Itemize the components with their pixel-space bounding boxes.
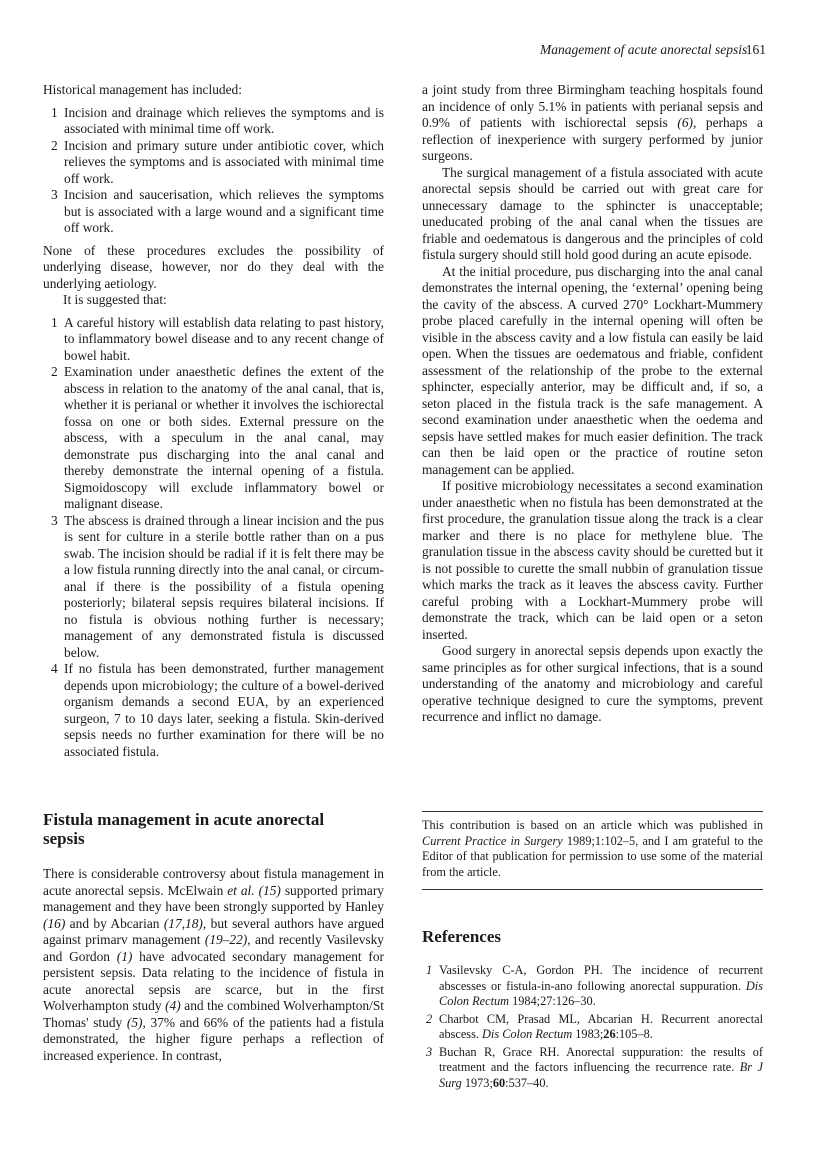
list-item-number: 1 xyxy=(51,104,58,120)
suggested-list xyxy=(43,315,384,761)
list-item-text: If no fistula has been demonstrated, further management depends upon microbiology; the culture of a bowel-derived organism demands a second EUA, by an experienced surgeon, 7 to 10 days later, seeking a fistula. Skin-derived sepsis needs no further examination for there will be no associated fistula. xyxy=(64,661,384,759)
text-segment: (19–22) xyxy=(204,932,248,947)
text-segment: There is considerable controversy about fistula management in acute anorectal sepsis. McElwain xyxy=(43,866,384,898)
list-item-text: Incision and primary suture under antibiotic cover, which relieves the symptoms and is associated with minimal time off work. xyxy=(64,137,384,186)
list-item-text: Incision and drainage which relieves the symptoms and is associated with minimal time off work. xyxy=(64,104,384,136)
list-item-text: Incision and saucerisation, which relieves the symptoms but is associated with a large wound and a significant time off work. xyxy=(64,187,384,235)
text-segment: Current Practice in Surgery xyxy=(422,833,563,848)
section-heading: Fistula management in acute anorectal sepsis xyxy=(43,810,325,848)
text-segment: Dis Colon Rectum xyxy=(439,978,763,1008)
text-segment: have advocated secondary management for persistent sepsis. Data relating to the incidence of fistula in acute anorectal sepsis are scarce, but in the first Wolverhampton study xyxy=(43,948,384,1013)
paragraph-positive: If positive microbiology necessitates a second examination under anaesthetic when no fistula has been demonstrated at the first procedure, the granulation tissue along the track is a clear marker and there is no place for methylene blue. The granulation tissue in the abscess cavity should be curetted but it is not possible to curette the small nubbin of granulation tissue which marks the track as it leaves the abscess cavity. Further careful probing with a Lockhart-Mummery probe will demonstrate the track, which can be laid open or a seton inserted. xyxy=(422,478,763,642)
text-segment: 1989;1:102–5, and I am grateful to the Editor of that publication for permission to use some of the material from the article. xyxy=(422,833,763,879)
list-item-number: 3 xyxy=(51,512,58,528)
text-segment: (16) xyxy=(43,915,66,931)
text-segment: :537–40. xyxy=(505,1075,549,1090)
footnote xyxy=(422,818,763,880)
text-segment: , and recently Vasilevsky and Gordon xyxy=(43,932,384,964)
history-list xyxy=(43,105,384,237)
list-item-number: 2 xyxy=(51,137,58,153)
list-item-number: 4 xyxy=(51,661,58,676)
reference-number: 1 xyxy=(426,963,433,977)
footnote-rule-bottom xyxy=(422,889,763,890)
list-item-number: 3 xyxy=(51,187,58,202)
text-segment: :105–8. xyxy=(615,1027,653,1041)
list-item xyxy=(43,105,384,138)
list-item xyxy=(43,513,384,662)
references-list xyxy=(422,963,763,1093)
page-number: 161 xyxy=(745,42,766,57)
list-item-number: 2 xyxy=(51,364,58,379)
running-title: Management of acute anorectal sepsis xyxy=(540,42,748,57)
text-segment: Charbot CM, Prasad ML, Abcarian H. Recurrent anorectal abscess. xyxy=(439,1011,763,1041)
left-column xyxy=(43,82,384,766)
section-heading-block xyxy=(43,810,363,848)
list-item-text: Examination under anaesthetic defines the extent of the abscess in relation to the anatomy of the anal canal, that is, whether it is perianal or whether it involves the ischiorectal fossa on one or both sides. External pressure on the abscess, with a speculum in the anal canal, may demonstrate pus discharging into the anal canal and thereby demonstrate the internal opening of a fistula. Sigmoidoscopy will exclude inflammatory bowel or malignant disease. xyxy=(64,364,384,511)
text-segment: Vasilevsky C-A, Gordon PH. The incidence of recurrent abscesses or fistula-in-ano following anorectal suppuration. xyxy=(439,963,763,993)
right-column xyxy=(422,82,763,726)
references-heading: References xyxy=(422,927,501,946)
text-segment: 1984;27:126–30. xyxy=(509,994,596,1008)
paragraph-initial: At the initial procedure, pus discharging into the anal canal demonstrates the internal opening, the ‘external’ opening being the cavity of the abscess. A curved 270° Lockhart-Mummery probe placed carefully in the internal opening will often be visible in the abscess cavity and a low fistula can easily be laid open. When the tissues are oedematous and friable, confident assessment of the relationship of the probe to the external sphincter, especially anterior, may be difficult and, if so, a seton placed in the fistula track is the safe management. A second examination under anaesthetic when the oedema and sepsis have settled makes for much easier definition. The track can then be laid open or the practice of routine seton management can be applied. xyxy=(422,263,763,477)
text-segment: 60 xyxy=(492,1075,506,1090)
list-item xyxy=(43,364,384,513)
intro-text: Historical management has included: xyxy=(43,82,242,97)
text-segment: , perhaps a reflection of inexperience with surgery performed by junior surgeons. xyxy=(422,115,763,163)
text-segment: , but several authors have argued against primarv management xyxy=(43,915,384,947)
paragraph-controversy xyxy=(43,866,384,1064)
text-segment: (5) xyxy=(126,1014,143,1030)
running-header xyxy=(540,42,766,58)
reference-item xyxy=(422,1045,763,1092)
text-segment: (1) xyxy=(116,948,133,964)
paragraph-good: Good surgery in anorectal sepsis depends upon exactly the same principles as for other surgical infections, that is a sound understanding of the anatomy and microbiology and careful operative technique designed to cure the symptoms, prevent recurrence and inflict no damage. xyxy=(422,643,763,724)
text-segment: a joint study from three Birmingham teaching hospitals found an incidence of only 5.1% in patients with perianal sepsis and 0.9% of patients with ischiorectal sepsis xyxy=(422,82,763,130)
reference-number: 3 xyxy=(426,1044,433,1059)
text-segment: (17,18) xyxy=(163,915,203,931)
text-segment: and by Abcarian xyxy=(65,915,164,931)
left-column-lower xyxy=(43,866,384,1064)
text-segment: Dis Colon Rectum xyxy=(482,1027,573,1041)
list-item xyxy=(43,661,384,760)
footnote-rule-top xyxy=(422,811,763,812)
list-item xyxy=(43,315,384,365)
list-item xyxy=(43,187,384,237)
text-segment: et al. (15) xyxy=(227,882,281,898)
text-segment: and the combined Wolverhampton/St Thomas' study xyxy=(43,998,384,1030)
reference-item xyxy=(422,963,763,1010)
paragraph-birmingham xyxy=(422,82,763,165)
text-segment: 1983; xyxy=(572,1027,604,1041)
paragraph-surgical: The surgical management of a fistula associated with acute anorectal sepsis should be carried out with great care for unnecessary damage to the sphincter is unacceptable; uneducated probing of the anal canal when the tissues are friable and oedematous is dangerous and the principles of cold fistula surgery should still hold good during an acute episode. xyxy=(422,164,763,262)
paragraph-none: None of these procedures excludes the possibility of underlying disease, however, nor do they deal with the underlying aetiology. xyxy=(43,242,384,291)
text-segment: Br J Surg xyxy=(439,1060,763,1090)
text-segment: , 37% and 66% of the patients had a fistula demonstrated, the higher figure perhaps a reflection of increased experience. In contrast, xyxy=(43,1014,384,1063)
text-segment: Buchan R, Grace RH. Anorectal suppuration: the results of treatment and the factors influencing the recurrence rate. xyxy=(439,1044,763,1074)
reference-number: 2 xyxy=(426,1011,433,1026)
list-item xyxy=(43,138,384,188)
text-segment: 1973; xyxy=(461,1075,493,1090)
text-segment: (4) xyxy=(165,998,181,1013)
references-heading-block xyxy=(422,927,763,946)
text-segment: 26 xyxy=(603,1027,616,1041)
text-segment: This contribution is based on an article which was published in xyxy=(422,818,763,832)
list-item-text: A careful history will establish data relating to past history, to inflammatory bowel disease and to any recent change of bowel habit. xyxy=(64,314,384,363)
text-segment: (6) xyxy=(677,115,693,130)
reference-item xyxy=(422,1012,763,1043)
paragraph-suggested: It is suggested that: xyxy=(63,292,167,307)
list-item-text: The abscess is drained through a linear incision and the pus is sent for culture in a sterile bottle rather than on a pus swab. The incision should be radial if it is felt there may be a low fistula running directly into the anal canal, or circum-anal if there is the possibility of a fistula opening posteriorly; bilateral sepsis requires bilateral incisions. If no fistula is obvious nothing further is necessary; management of any demonstrated fistula is discussed below. xyxy=(64,512,384,660)
list-item-number: 1 xyxy=(51,314,58,330)
text-segment: supported primary management and they have been strongly supported by Hanley xyxy=(43,882,384,914)
